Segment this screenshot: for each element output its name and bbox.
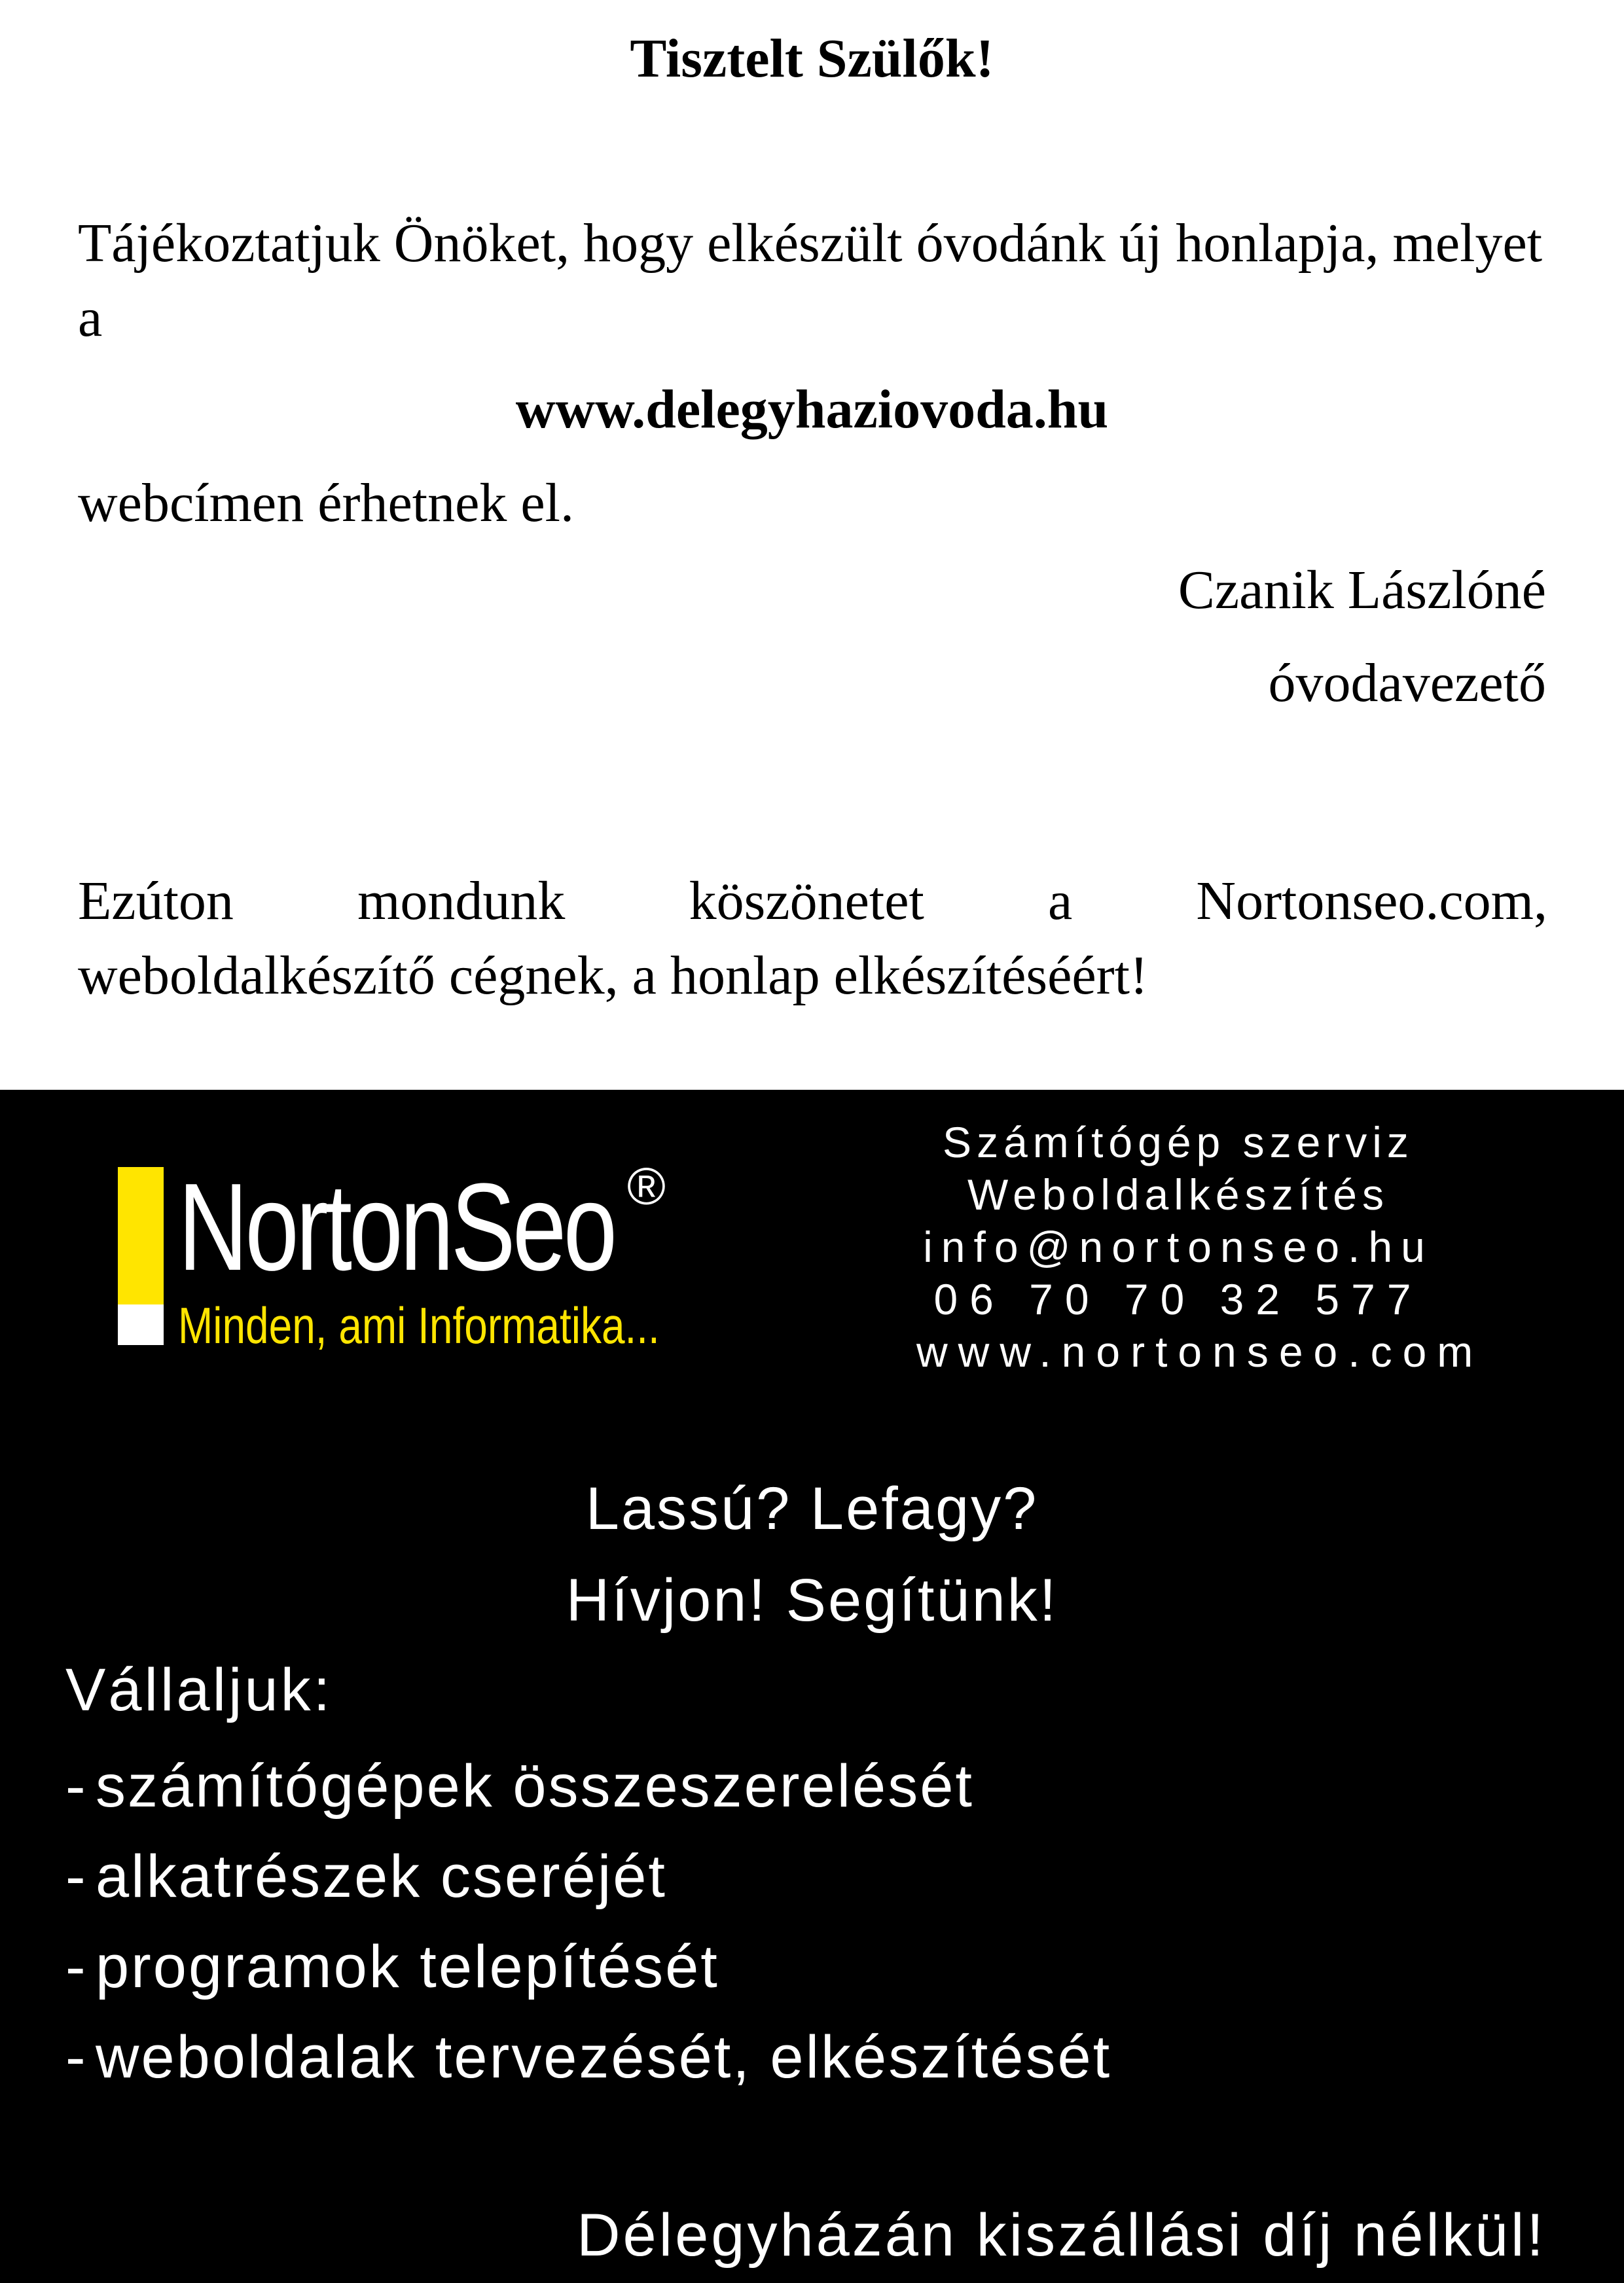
offer-item-text: alkatrészek cseréjét <box>96 1843 667 1910</box>
letter-paragraph-intro: Tájékoztatjuk Önöket, hogy elkészült óvodánk új honlapja, melyet a <box>78 213 1543 348</box>
thanks-line-1 <box>78 864 1547 939</box>
thanks-word: mondunk <box>357 871 566 931</box>
letter-section <box>0 0 1624 1090</box>
signature-title: óvodavezető <box>1268 653 1546 713</box>
letter-paragraph-thanks <box>78 864 1547 1013</box>
logo-yellow-bar <box>118 1167 164 1304</box>
thanks-line-2: weboldalkészítő cégnek, a honlap elkészítéséért! <box>78 945 1148 1006</box>
thanks-word: a <box>1047 871 1073 931</box>
offer-item-text: számítógépek összeszerelését <box>96 1753 974 1820</box>
list-item: - programok telepítését <box>65 1933 719 2000</box>
offer-list <box>65 1741 1111 2102</box>
thanks-word: Ezúton <box>78 871 234 931</box>
thanks-word: köszönetet <box>689 871 924 931</box>
kindergarten-website-url: www.delegyhaziovoda.hu <box>515 379 1109 440</box>
footer-note: Délegyházán kiszállási díj nélkül! <box>577 2202 1546 2269</box>
ad-question: Lassú? Lefagy? <box>585 1475 1039 1542</box>
logo-white-block <box>118 1304 164 1345</box>
thanks-word: Nortonseo.com, <box>1196 871 1547 931</box>
contact-block <box>916 1116 1484 1378</box>
registered-mark: ® <box>627 1157 666 1215</box>
list-item: - weboldalak tervezését, elkészítését <box>65 2024 1112 2091</box>
advertisement-section <box>0 1090 1624 2283</box>
contact-website: www.nortonseo.com <box>916 1327 1484 1376</box>
logo-name: NortonSeo <box>178 1158 615 1297</box>
list-item: - számítógépek összeszerelését <box>65 1753 974 1820</box>
ad-call-to-action: Hívjon! Segítünk! <box>566 1567 1058 1634</box>
contact-service: Számítógép szerviz <box>943 1118 1414 1166</box>
list-item: - alkatrészek cseréjét <box>65 1843 667 1910</box>
logo-tagline: Minden, ami Informatika... <box>178 1297 660 1354</box>
letter-greeting: Tisztelt Szülők! <box>630 28 994 89</box>
offer-title: Vállaljuk: <box>65 1657 333 1723</box>
contact-email: info@nortonseo.hu <box>923 1223 1434 1271</box>
contact-phone: 06 70 70 32 577 <box>933 1275 1423 1323</box>
offer-item-text: programok telepítését <box>96 1933 719 2000</box>
contact-webdesign: Weboldalkészítés <box>967 1170 1390 1219</box>
signature-name: Czanik Lászlóné <box>1178 560 1546 620</box>
offer-item-text: weboldalak tervezését, elkészítését <box>96 2024 1112 2091</box>
letter-paragraph-webaddress: webcímen érhetnek el. <box>78 473 574 533</box>
